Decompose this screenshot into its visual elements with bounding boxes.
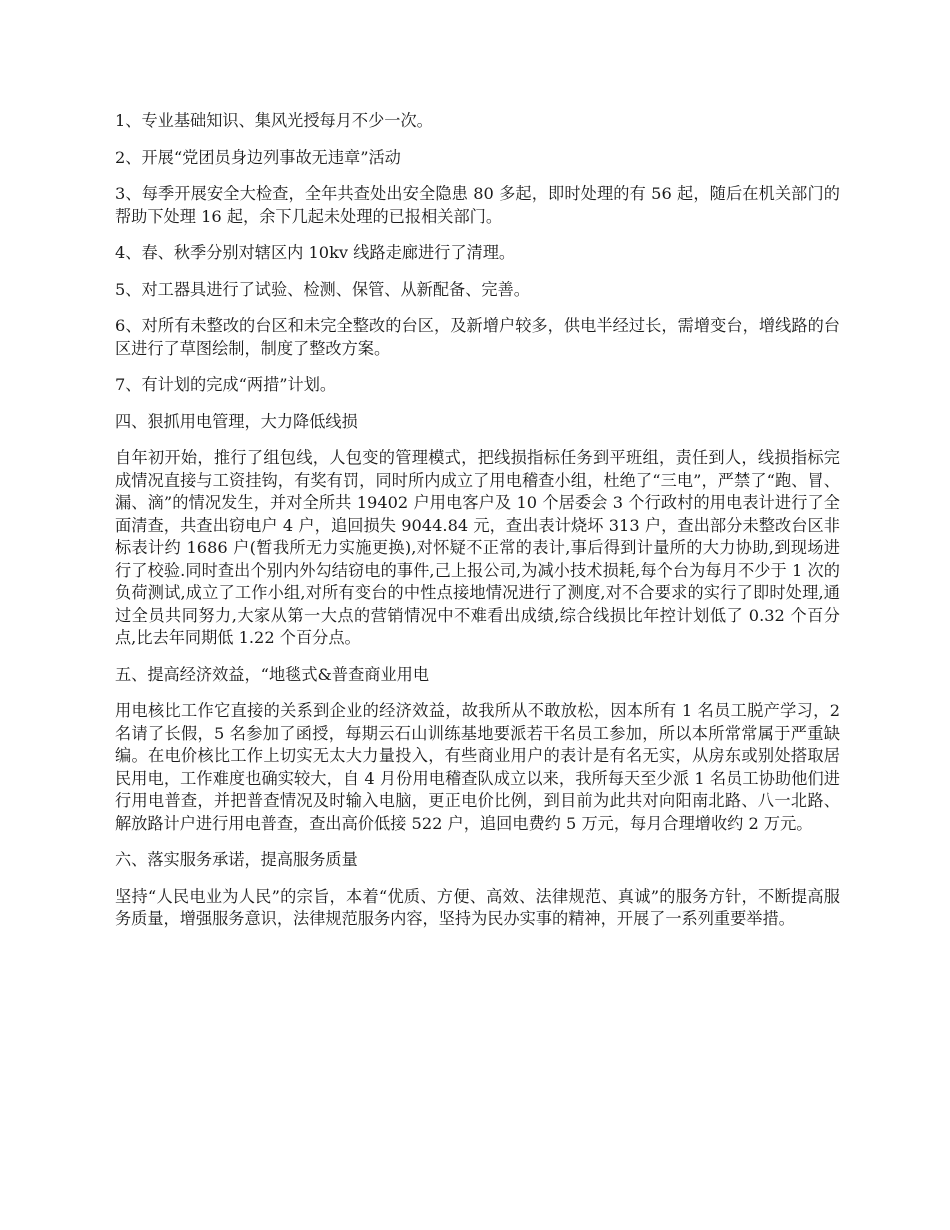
section-body-5: 用电核比工作它直接的关系到企业的经济效益，故我所从不敢放松，因本所有 1 名员工脱产学习，2 名请了长假，5 名参加了函授，每期云石山训练基地要派若干名员工参加，所以本所常常属于严重缺编。在电价核比工作上切实无太大力量投入，有些商业用户的表计是有名无实，从房东或别处搭取居民用电，工作难度也确实较大，自 4 月份用电稽查队成立以来，我所每天至少派 1 名员工协助他们进行用电普查，并把普查情况及时输入电脑，更正电价比例，到目前为此共对向阳南北路、八一北路、解放路计户进行用电普查，查出高价低接 522 户，追回电费约 5 万元，每月合理增收约 2 万元。 [115,701,840,833]
section-heading-5: 五、提高经济效益，“地毯式&普查商业用电 [115,664,430,684]
document-body [115,110,840,945]
paragraph-item-3: 3、每季开展安全大检查，全年共查处出安全隐患 80 多起，即时处理的有 56 起，随后在机关部门的帮助下处理 16 起，余下几起未处理的已报相关部门。 [115,184,840,226]
paragraph-item-7: 7、有计划的完成“两措”计划。 [115,375,337,394]
paragraph-item-2: 2、开展“党团员身边列事故无违章”活动 [115,147,401,167]
section-body-4: 自年初开始，推行了组包线，人包变的管理模式，把线损指标任务到平班组，责任到人，线损指标完成情况直接与工资挂钩，有奖有罚，同时所内成立了用电稽查小组，杜绝了“三电”，严禁了“跑、冒、漏、滴”的情况发生，并对全所共 19402 户用电客户及 10 个居委会 3 个行政村的用电表计进行了全面清查，共查出窃电户 4 户，追回损失 9044.84 元，查出表计烧坏 313 户，查出部分未整改台区非标表计约 1686 户(暂我所无力实施更换),对怀疑不正常的表计,事后得到计量所的大力协助,到现场进行了校验.同时查出个别内外勾结窃电的事件,己上报公司,为减小技术损耗,每个台为每月不少于 1 次的负荷测试,成立了工作小组,对所有变台的中性点接地情况进行了测度,对不合要求的实行了即时处理,通过全员共同努力,大家从第一大点的营销情况中不难看出成绩,综合线损比年控计划低了 0.32 个百分点,比去年同期低 1.22 个百分点。 [115,448,840,647]
paragraph-item-1: 1、专业基础知识、集风光授每月不少一次。 [115,111,433,130]
section-heading-6: 六、落实服务承诺，提高服务质量 [115,850,358,869]
paragraph-item-6: 6、对所有未整改的台区和未完全整改的台区，及新增户较多，供电半经过长，需增变台，增线路的台区进行了草图绘制，制度了整改方案。 [115,316,840,358]
paragraph-item-4: 4、春、秋季分别对辖区内 10kv 线路走廊进行了清理。 [115,243,516,262]
section-body-6: 坚持“人民电业为人民”的宗旨，本着“优质、方便、高效、法律规范、真诚”的服务方针，不断提高服务质量，增强服务意识，法律规范服务内容，坚持为民办实事的精神，开展了一系列重要举措。 [115,886,840,928]
section-heading-4: 四、狠抓用电管理，大力降低线损 [115,411,358,431]
paragraph-item-5: 5、对工器具进行了试验、检测、保管、从新配备、完善。 [115,279,530,299]
